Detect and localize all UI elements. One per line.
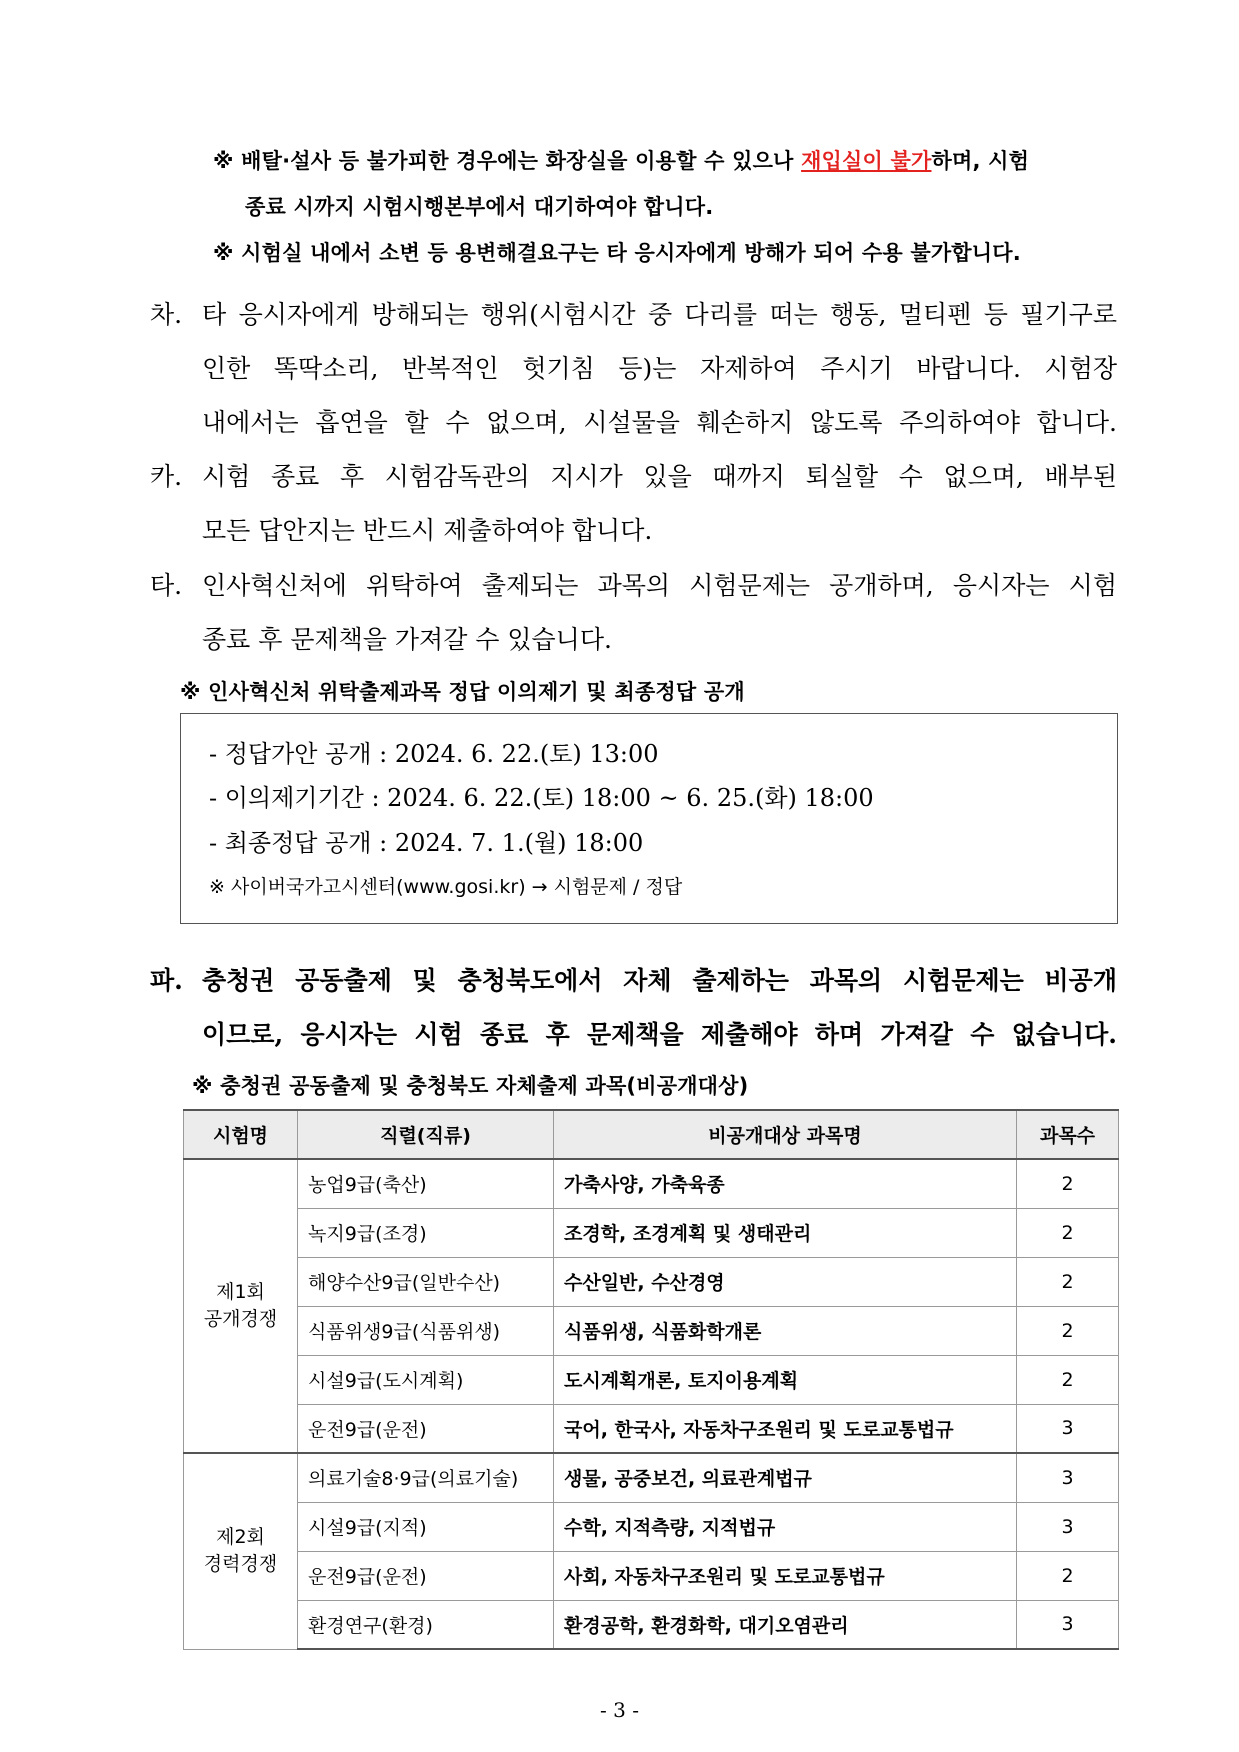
position-cell: 식품위생9급(식품위생): [298, 1306, 554, 1355]
count-cell: 2: [1017, 1208, 1119, 1257]
subjects-cell: 조경학, 조경계획 및 생태관리: [554, 1208, 1017, 1257]
subjects-cell: 수산일반, 수산경영: [554, 1257, 1017, 1306]
table-row: [184, 1159, 1119, 1208]
item-cha-line3: 내에서는 흡연을 할 수 없으며, 시설물을 훼손하지 않도록 주의하여야 합니다.: [202, 408, 1117, 437]
count-cell: 3: [1017, 1600, 1119, 1649]
position-cell: 의료기술8·9급(의료기술): [298, 1453, 554, 1502]
count-cell: 2: [1017, 1355, 1119, 1404]
item-marker-cha: 차.: [150, 300, 183, 329]
item-ta-line1: 인사혁신처에 위탁하여 출제되는 과목의 시험문제는 공개하며, 응시자는 시험: [202, 571, 1117, 600]
exam-name-line1: 제2회: [216, 1526, 265, 1549]
exam-name-line1: 제1회: [216, 1281, 265, 1303]
note-urination: ※ 시험실 내에서 소변 등 용변해결요구는 타 응시자에게 방해가 되어 수용 불가합니다.: [213, 241, 1021, 265]
header-subjects: 비공개대상 과목명: [554, 1110, 1017, 1159]
note-toilet-line2: 종료 시까지 시험시행본부에서 대기하여야 합니다.: [245, 195, 714, 219]
note-toilet-line1: [213, 145, 1118, 175]
answer-schedule-box: [180, 713, 1118, 924]
nondisclosure-subject-table: [183, 1109, 1119, 1650]
table-row: [184, 1404, 1119, 1453]
position-cell: 운전9급(운전): [298, 1551, 554, 1600]
exam-name-cell: [184, 1159, 298, 1453]
header-count: 과목수: [1017, 1110, 1119, 1159]
subjects-cell: 생물, 공중보건, 의료관계법규: [554, 1453, 1017, 1502]
position-cell: 시설9급(지적): [298, 1502, 554, 1551]
position-cell: 농업9급(축산): [298, 1159, 554, 1208]
note-highlight: 재입실이 불가: [801, 149, 932, 173]
position-cell: 해양수산9급(일반수산): [298, 1257, 554, 1306]
header-exam-name: 시험명: [184, 1110, 298, 1159]
table-row: [184, 1453, 1119, 1502]
exam-name-cell: [184, 1453, 298, 1649]
schedule-line-objection: - 이의제기기간 : 2024. 6. 22.(토) 18:00 ~ 6. 25.(화) 18:00: [209, 784, 874, 812]
group-1-open: [184, 1159, 1119, 1453]
item-marker-pa: 파.: [150, 966, 183, 995]
item-marker-ta: 타.: [150, 571, 183, 600]
count-cell: 2: [1017, 1257, 1119, 1306]
page-number: - 3 -: [600, 1698, 639, 1722]
schedule-line-draft: - 정답가안 공개 : 2024. 6. 22.(토) 13:00: [209, 740, 659, 768]
table-row: [184, 1306, 1119, 1355]
table-row: [184, 1502, 1119, 1551]
count-cell: 3: [1017, 1453, 1119, 1502]
table-header-row: [184, 1110, 1119, 1159]
subjects-cell: 식품위생, 식품화학개론: [554, 1306, 1017, 1355]
table-row: [184, 1257, 1119, 1306]
exam-name-line2: 경력경쟁: [203, 1553, 278, 1576]
item-ka-line1: 시험 종료 후 시험감독관의 지시가 있을 때까지 퇴실할 수 없으며, 배부된: [202, 462, 1117, 491]
header-position: 직렬(직류): [298, 1110, 554, 1159]
table-row: [184, 1355, 1119, 1404]
gosi-link-note: ※ 사이버국가고시센터(www.gosi.kr) → 시험문제 / 정답: [209, 876, 683, 898]
position-cell: 녹지9급(조경): [298, 1208, 554, 1257]
subjects-cell: 가축사양, 가축육종: [554, 1159, 1017, 1208]
table-row: [184, 1208, 1119, 1257]
subjects-cell: 수학, 지적측량, 지적법규: [554, 1502, 1017, 1551]
position-cell: 운전9급(운전): [298, 1404, 554, 1453]
count-cell: 3: [1017, 1502, 1119, 1551]
subjects-cell: 국어, 한국사, 자동차구조원리 및 도로교통법규: [554, 1404, 1017, 1453]
subjects-cell: 환경공학, 환경화학, 대기오염관리: [554, 1600, 1017, 1649]
item-ka-line2: 모든 답안지는 반드시 제출하여야 합니다.: [202, 516, 653, 545]
count-cell: 2: [1017, 1551, 1119, 1600]
table-row: [184, 1600, 1119, 1649]
note-text: ※ 배탈·설사 등 불가피한 경우에는 화장실을 이용할 수 있으나: [213, 149, 802, 173]
table-row: [184, 1551, 1119, 1600]
item-pa-line1: 충청권 공동출제 및 충청북도에서 자체 출제하는 과목의 시험문제는 비공개: [202, 966, 1117, 995]
item-marker-ka: 카.: [150, 462, 183, 491]
schedule-line-final: - 최종정답 공개 : 2024. 7. 1.(월) 18:00: [209, 829, 644, 857]
subjects-cell: 사회, 자동차구조원리 및 도로교통법규: [554, 1551, 1017, 1600]
subjects-cell: 도시계획개론, 토지이용계획: [554, 1355, 1017, 1404]
item-pa-line2: 이므로, 응시자는 시험 종료 후 문제책을 제출해야 하며 가져갈 수 없습니다.: [202, 1020, 1117, 1049]
note-text-end: 하며, 시험: [931, 149, 1030, 173]
answer-notice-title: ※ 인사혁신처 위탁출제과목 정답 이의제기 및 최종정답 공개: [180, 680, 745, 704]
table-caption: ※ 충청권 공동출제 및 충청북도 자체출제 과목(비공개대상): [192, 1074, 749, 1098]
count-cell: 2: [1017, 1159, 1119, 1208]
item-cha-line2: 인한 똑딱소리, 반복적인 헛기침 등)는 자제하여 주시기 바랍니다. 시험장: [202, 354, 1117, 383]
item-ta-line2: 종료 후 문제책을 가져갈 수 있습니다.: [202, 625, 612, 654]
exam-name-line2: 공개경쟁: [203, 1308, 278, 1330]
count-cell: 2: [1017, 1306, 1119, 1355]
position-cell: 시설9급(도시계획): [298, 1355, 554, 1404]
position-cell: 환경연구(환경): [298, 1600, 554, 1649]
group-2-career: [184, 1453, 1119, 1649]
count-cell: 3: [1017, 1404, 1119, 1453]
item-cha-line1: 타 응시자에게 방해되는 행위(시험시간 중 다리를 떠는 행동, 멀티펜 등 필기구로: [202, 300, 1117, 329]
